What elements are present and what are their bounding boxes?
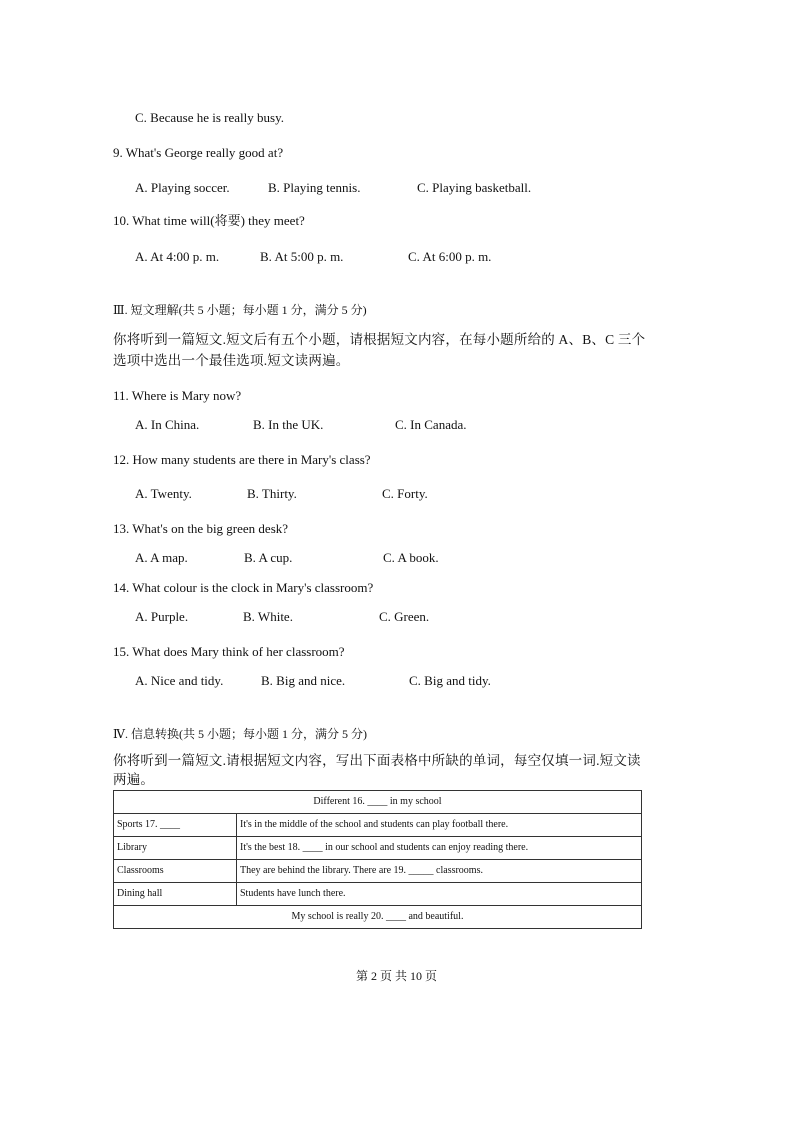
question-12: 12. How many students are there in Mary's class? xyxy=(113,452,371,467)
q13-option-b: B. A cup. xyxy=(244,550,293,565)
q9-option-a: A. Playing soccer. xyxy=(135,180,230,195)
table-footer-row xyxy=(114,906,642,929)
q11-option-b: B. In the UK. xyxy=(253,417,324,432)
q11-option-c: C. In Canada. xyxy=(395,417,467,432)
q9-option-b: B. Playing tennis. xyxy=(268,180,361,195)
table-footer-cell: My school is really 20. ____ and beautiful. xyxy=(114,906,642,929)
table-cell-place: Library xyxy=(114,837,237,860)
q14-option-a: A. Purple. xyxy=(135,609,189,624)
q13-option-a: A. A map. xyxy=(135,550,188,565)
table-cell-description: They are behind the library. There are 19. _____ classrooms. xyxy=(237,860,642,883)
q14-option-c: C. Green. xyxy=(379,609,430,624)
info-table xyxy=(113,790,642,929)
question-9: 9. What's George really good at? xyxy=(113,145,284,160)
page-number: 第 2 页 共 10 页 xyxy=(355,969,437,983)
table-row xyxy=(114,814,642,837)
table-header-row xyxy=(114,791,642,814)
table-cell-description: It's in the middle of the school and students can play football there. xyxy=(237,814,642,837)
table-row xyxy=(114,883,642,906)
q15-option-a: A. Nice and tidy. xyxy=(135,673,224,688)
section-3-title: Ⅲ. 短文理解(共 5 小题；每小题 1 分，满分 5 分) xyxy=(113,303,367,317)
table-cell-description: It's the best 18. ____ in our school and students can enjoy reading there. xyxy=(237,837,642,860)
q12-option-b: B. Thirty. xyxy=(247,486,297,501)
table-row xyxy=(114,860,642,883)
q12-option-c: C. Forty. xyxy=(382,486,428,501)
q10-option-b: B. At 5:00 p. m. xyxy=(260,249,344,264)
question-15: 15. What does Mary think of her classroom? xyxy=(113,644,345,659)
table-header-cell: Different 16. ____ in my school xyxy=(114,791,642,814)
question-13: 13. What's on the big green desk? xyxy=(113,521,289,536)
section-3-instructions: 你将听到一篇短文.短文后有五个小题，请根据短文内容，在每小题所给的 A、B、C 三个选项中选出一个最佳选项.短文读两遍。 xyxy=(113,332,646,368)
section-4-title: Ⅳ. 信息转换(共 5 小题；每小题 1 分，满分 5 分) xyxy=(113,727,367,741)
table-cell-place: Classrooms xyxy=(114,860,237,883)
q8-option-c: C. Because he is really busy. xyxy=(135,110,284,125)
table-cell-description: Students have lunch there. xyxy=(237,883,642,906)
table-cell-place: Sports 17. ____ xyxy=(114,814,237,837)
section-4-instructions: 你将听到一篇短文.请根据短文内容，写出下面表格中所缺的单词，每空仅填一词.短文读两遍。 xyxy=(113,753,641,787)
q10-option-a: A. At 4:00 p. m. xyxy=(135,249,220,264)
question-14: 14. What colour is the clock in Mary's classroom? xyxy=(113,580,374,595)
q10-option-c: C. At 6:00 p. m. xyxy=(408,249,492,264)
table-row xyxy=(114,837,642,860)
q11-option-a: A. In China. xyxy=(135,417,200,432)
question-10: 10. What time will(将要) they meet? xyxy=(113,213,305,228)
q9-option-c: C. Playing basketball. xyxy=(417,180,532,195)
q15-option-b: B. Big and nice. xyxy=(261,673,346,688)
table-cell-place: Dining hall xyxy=(114,883,237,906)
q13-option-c: C. A book. xyxy=(383,550,439,565)
question-11: 11. Where is Mary now? xyxy=(113,388,242,403)
q15-option-c: C. Big and tidy. xyxy=(409,673,491,688)
q12-option-a: A. Twenty. xyxy=(135,486,192,501)
q14-option-b: B. White. xyxy=(243,609,293,624)
